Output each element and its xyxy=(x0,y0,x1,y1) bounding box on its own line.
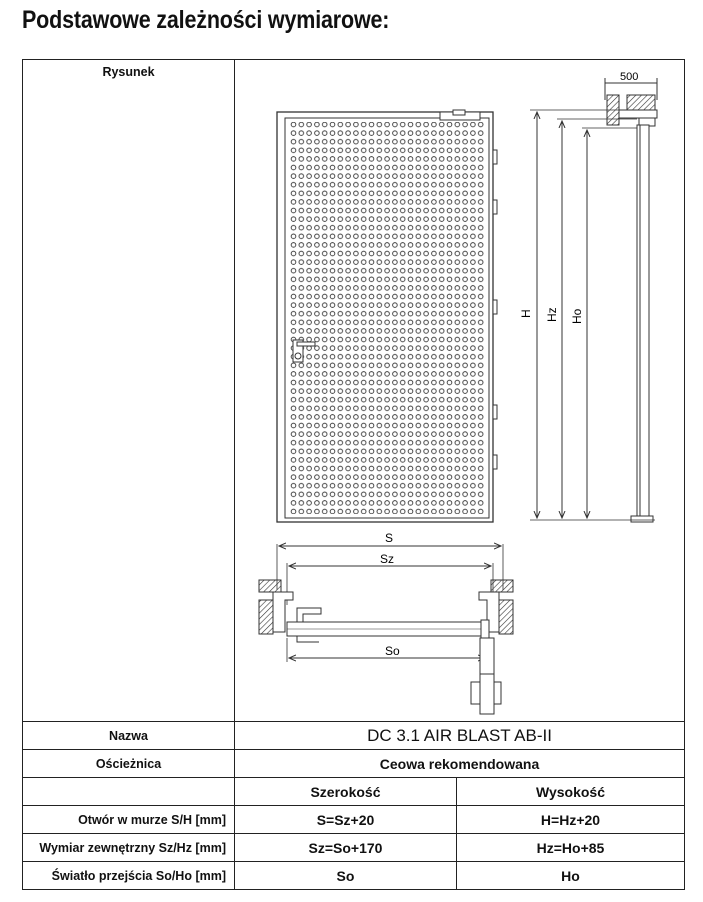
plan-section xyxy=(259,531,513,714)
dim-Ho-label: Ho xyxy=(570,308,584,324)
empty-cell xyxy=(23,778,235,806)
row-label: Światło przejścia So/Ho [mm] xyxy=(23,862,235,890)
page-title: Podstawowe zależności wymiarowe: xyxy=(22,6,390,34)
row-height-value: H=Hz+20 xyxy=(457,806,685,834)
row-height-value: Hz=Ho+85 xyxy=(457,834,685,862)
dim-So-label: So xyxy=(385,644,400,658)
door-front-view xyxy=(277,110,497,522)
dim-S-label: S xyxy=(385,531,394,545)
row-height-value: Ho xyxy=(457,862,685,890)
row-width-value: S=Sz+20 xyxy=(235,806,457,834)
drawing-header: Rysunek xyxy=(23,60,235,722)
row-width-value: Sz=So+170 xyxy=(235,834,457,862)
row-width-value: So xyxy=(235,862,457,890)
technical-drawing xyxy=(235,60,683,720)
dim-Sz-label: Sz xyxy=(380,552,395,566)
dim-H-label: H xyxy=(519,309,533,318)
table-row xyxy=(23,862,685,890)
wall-width-label: 500 xyxy=(620,71,639,83)
spec-table xyxy=(22,59,685,890)
table-row xyxy=(23,834,685,862)
row-label: Wymiar zewnętrzny Sz/Hz [mm] xyxy=(23,834,235,862)
row-label: Otwór w murze S/H [mm] xyxy=(23,806,235,834)
product-name: DC 3.1 AIR BLAST AB-II xyxy=(235,722,685,750)
col-header-width: Szerokość xyxy=(235,778,457,806)
name-label: Nazwa xyxy=(23,722,235,750)
frame-value: Ceowa rekomendowana xyxy=(235,750,685,778)
table-row xyxy=(23,806,685,834)
dim-Hz-label: Hz xyxy=(545,307,559,322)
frame-label: Ościeżnica xyxy=(23,750,235,778)
col-header-height: Wysokość xyxy=(457,778,685,806)
side-section xyxy=(519,71,657,522)
drawing-cell xyxy=(235,60,685,722)
